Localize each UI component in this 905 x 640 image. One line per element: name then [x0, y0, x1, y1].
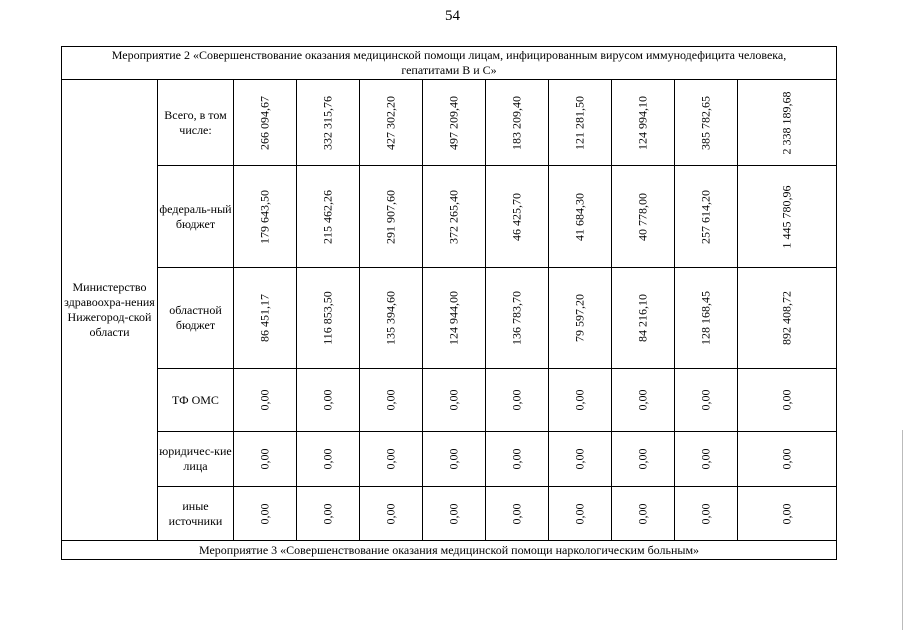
amount-value: 121 281,50 [572, 95, 587, 150]
amount-cell [297, 432, 360, 487]
amount-cell [234, 268, 297, 369]
amount-cell [423, 268, 486, 369]
measure2-title: Мероприятие 2 «Совершенствование оказания медицинской помощи лицам, инфицированным вирусом иммунодефицита человека, гепатитами B и C» [62, 47, 837, 80]
amount-cell [297, 369, 360, 432]
amount-value: 136 783,70 [509, 291, 524, 345]
amount-cell [675, 80, 738, 166]
amount-cell [423, 487, 486, 541]
amount-cell [360, 369, 423, 432]
funding-source-label: федераль-ный бюджет [158, 166, 234, 268]
amount-cell [297, 166, 360, 268]
amount-value: 257 614,20 [698, 189, 713, 244]
amount-cell [234, 80, 297, 166]
amount-cell [612, 80, 675, 166]
amount-cell [234, 369, 297, 432]
amount-value: 332 315,76 [320, 95, 335, 150]
amount-cell [549, 268, 612, 369]
amount-value: 0,00 [257, 503, 272, 524]
amount-value: 0,00 [320, 389, 335, 411]
amount-value: 0,00 [779, 389, 794, 411]
amount-cell [549, 487, 612, 541]
funding-source-label: областной бюджет [158, 268, 234, 369]
funding-source-label: иные источники [158, 487, 234, 541]
amount-cell [486, 369, 549, 432]
amount-value: 0,00 [446, 503, 461, 524]
amount-value: 135 394,60 [383, 291, 398, 345]
amount-value: 0,00 [698, 448, 713, 470]
amount-cell [675, 369, 738, 432]
amount-cell [675, 166, 738, 268]
amount-value: 427 302,20 [383, 95, 398, 150]
amount-value: 0,00 [635, 448, 650, 470]
amount-value: 892 408,72 [779, 291, 794, 345]
funding-source-label: ТФ ОМС [158, 369, 234, 432]
amount-cell [738, 487, 837, 541]
amount-cell [738, 166, 837, 268]
organization-cell: Министерство здравоохра-нения Нижегород-ской области [62, 80, 158, 541]
amount-cell [738, 268, 837, 369]
amount-cell [612, 166, 675, 268]
amount-cell [360, 80, 423, 166]
funding-source-label: юридичес-кие лица [158, 432, 234, 487]
table-row [62, 487, 837, 541]
amount-value: 0,00 [509, 503, 524, 524]
amount-value: 0,00 [257, 448, 272, 470]
amount-cell [297, 487, 360, 541]
amount-value: 266 094,67 [257, 95, 272, 150]
amount-cell [549, 80, 612, 166]
amount-value: 215 462,26 [320, 189, 335, 244]
amount-cell [549, 369, 612, 432]
amount-cell [423, 432, 486, 487]
amount-value: 0,00 [572, 448, 587, 470]
amount-value: 0,00 [698, 389, 713, 411]
amount-cell [486, 166, 549, 268]
amount-value: 183 209,40 [509, 95, 524, 150]
funding-source-label: Всего, в том числе: [158, 80, 234, 166]
amount-value: 0,00 [257, 389, 272, 411]
amount-value: 0,00 [446, 448, 461, 470]
amount-value: 1 445 780,96 [779, 185, 794, 248]
amount-value: 128 168,45 [698, 291, 713, 345]
amount-cell [423, 80, 486, 166]
amount-value: 84 216,10 [635, 294, 650, 342]
amount-value: 0,00 [383, 448, 398, 470]
table-row [62, 166, 837, 268]
amount-cell [486, 268, 549, 369]
amount-value: 0,00 [320, 503, 335, 524]
amount-cell [738, 432, 837, 487]
amount-cell [297, 80, 360, 166]
amount-cell [423, 369, 486, 432]
amount-value: 0,00 [446, 389, 461, 411]
amount-value: 0,00 [698, 503, 713, 524]
measure2-title-row [62, 47, 837, 80]
table-row [62, 80, 837, 166]
table-row [62, 432, 837, 487]
amount-value: 116 853,50 [320, 291, 335, 345]
amount-value: 0,00 [509, 389, 524, 411]
amount-value: 0,00 [383, 503, 398, 524]
amount-cell [234, 166, 297, 268]
amount-cell [738, 369, 837, 432]
amount-value: 497 209,40 [446, 95, 461, 150]
amount-cell [360, 268, 423, 369]
table-row [62, 369, 837, 432]
amount-cell [297, 268, 360, 369]
amount-cell [486, 432, 549, 487]
amount-cell [360, 166, 423, 268]
amount-value: 79 597,20 [572, 294, 587, 342]
amount-cell [675, 487, 738, 541]
amount-value: 0,00 [383, 389, 398, 411]
amount-value: 0,00 [320, 448, 335, 470]
amount-value: 41 684,30 [572, 192, 587, 241]
amount-value: 0,00 [635, 389, 650, 411]
amount-cell [423, 166, 486, 268]
amount-value: 124 944,00 [446, 291, 461, 345]
amount-cell [360, 487, 423, 541]
amount-cell [675, 268, 738, 369]
page-number: 54 [445, 8, 460, 24]
budget-table [61, 46, 837, 560]
amount-value: 372 265,40 [446, 189, 461, 244]
amount-value: 2 338 189,68 [779, 91, 794, 154]
amount-value: 124 994,10 [635, 95, 650, 150]
amount-cell [612, 432, 675, 487]
table-row [62, 268, 837, 369]
amount-cell [675, 432, 738, 487]
amount-cell [549, 166, 612, 268]
amount-value: 0,00 [779, 448, 794, 470]
amount-value: 385 782,65 [698, 95, 713, 150]
amount-value: 0,00 [779, 503, 794, 524]
amount-cell [612, 369, 675, 432]
amount-value: 0,00 [572, 389, 587, 411]
amount-value: 40 778,00 [635, 192, 650, 241]
amount-cell [234, 432, 297, 487]
measure3-title-row [62, 541, 837, 560]
amount-value: 0,00 [572, 503, 587, 524]
amount-value: 0,00 [635, 503, 650, 524]
measure3-title: Мероприятие 3 «Совершенствование оказания медицинской помощи наркологическим больным» [62, 541, 837, 560]
amount-cell [234, 487, 297, 541]
amount-value: 179 643,50 [257, 189, 272, 244]
amount-cell [549, 432, 612, 487]
amount-cell [486, 487, 549, 541]
amount-value: 46 425,70 [509, 192, 524, 241]
scan-edge-line [902, 430, 903, 630]
amount-cell [612, 268, 675, 369]
amount-cell [738, 80, 837, 166]
amount-cell [486, 80, 549, 166]
amount-cell [360, 432, 423, 487]
amount-cell [612, 487, 675, 541]
amount-value: 0,00 [509, 448, 524, 470]
amount-value: 291 907,60 [383, 189, 398, 244]
amount-value: 86 451,17 [257, 294, 272, 342]
